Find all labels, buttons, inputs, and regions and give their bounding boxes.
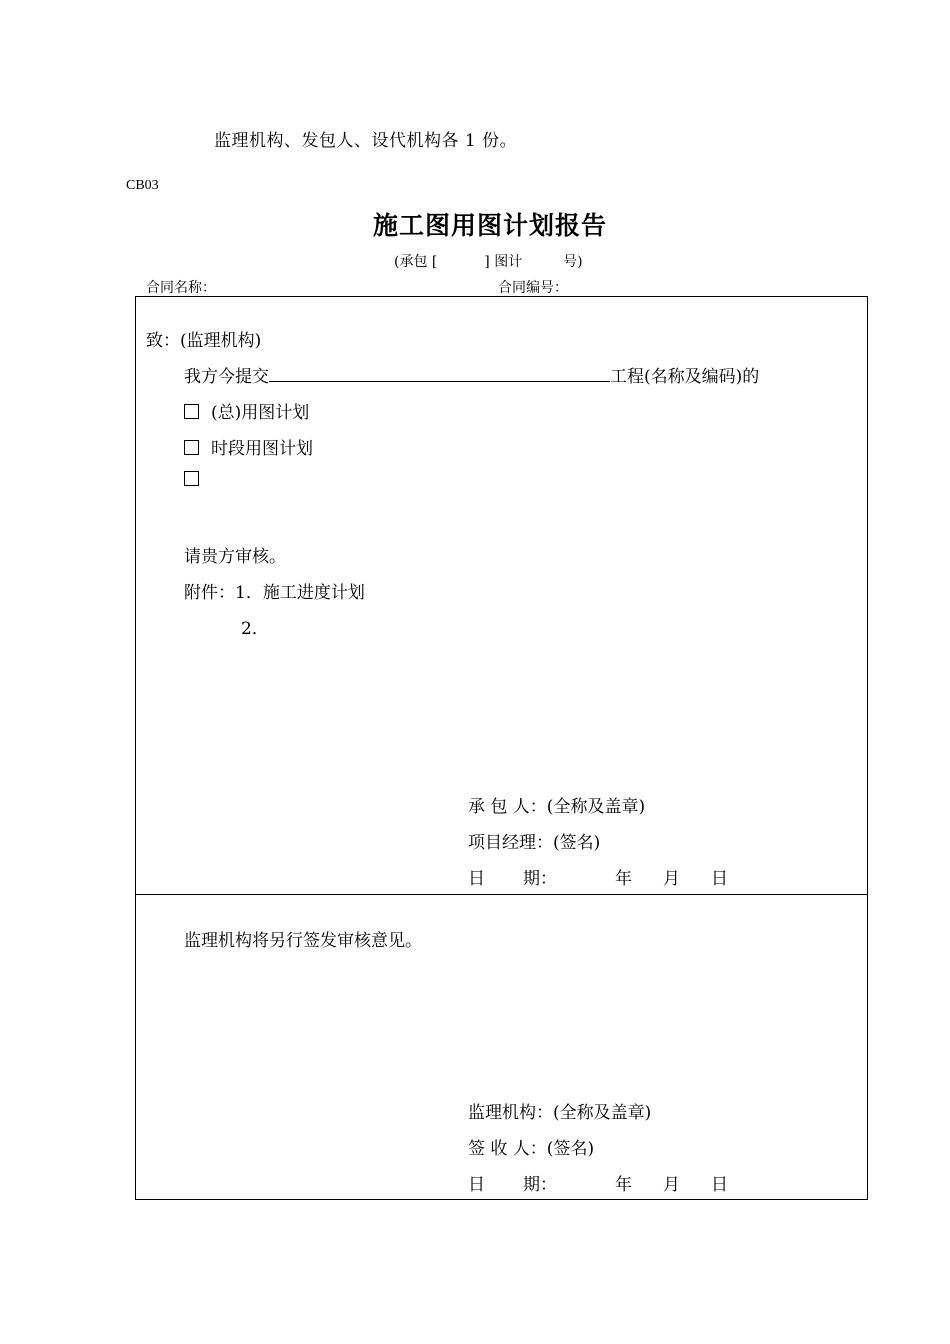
project-manager-signature-label: 项目经理：(签名): [468, 833, 601, 853]
subtitle-close: 号): [563, 254, 583, 270]
attachment-1: 附件：1．施工进度计划: [184, 583, 365, 603]
section-divider: [135, 894, 868, 895]
date-row-2: [468, 1170, 728, 1195]
date-label-2b: 期：: [523, 1175, 557, 1195]
subtitle-mid: ] 图计: [484, 254, 523, 270]
year-label-2: 年: [615, 1175, 632, 1195]
day-label-1: 日: [711, 869, 728, 889]
option-general-plan[interactable]: [184, 398, 309, 423]
supervisor-opinion-text: 监理机构将另行签发审核意见。: [184, 931, 422, 951]
submit-suffix: 工程(名称及编码)的: [610, 367, 760, 387]
checkbox-general-plan[interactable]: [184, 404, 199, 419]
contractor-signature-label: 承 包 人：(全称及盖章): [468, 797, 646, 817]
option-period-plan-label: 时段用图计划: [211, 439, 313, 459]
option-other[interactable]: [184, 470, 211, 490]
option-period-plan[interactable]: [184, 434, 313, 459]
date-row-1: [468, 864, 728, 889]
date-label-2: 日: [468, 1175, 485, 1195]
option-general-plan-label: (总)用图计划: [211, 403, 310, 423]
form-code: CB03: [126, 178, 159, 193]
report-number-line: [394, 251, 583, 271]
day-label-2: 日: [711, 1175, 728, 1195]
form-table: [135, 296, 868, 1200]
submit-prefix: 我方今提交: [184, 367, 269, 387]
contract-number-label: 合同编号：: [498, 280, 568, 296]
request-text: 请贵方审核。: [184, 547, 286, 567]
subtitle-open: (承包 [: [394, 254, 438, 270]
supervisor-signature-label: 监理机构：(全称及盖章): [468, 1103, 652, 1123]
checkbox-period-plan[interactable]: [184, 440, 199, 455]
project-name-field[interactable]: [269, 365, 610, 382]
month-label-2: 月: [663, 1175, 680, 1195]
submit-line: [184, 362, 759, 387]
month-label-1: 月: [663, 869, 680, 889]
date-label-1b: 期：: [523, 869, 557, 889]
receiver-signature-label: 签 收 人：(签名): [468, 1139, 595, 1159]
distribution-note: 监理机构、发包人、设代机构各 1 份。: [214, 131, 518, 151]
checkbox-other[interactable]: [184, 471, 199, 486]
year-label-1: 年: [615, 869, 632, 889]
attachment-2: 2．: [241, 619, 269, 639]
date-label-1: 日: [468, 869, 485, 889]
addressee-label: 致：(监理机构): [146, 331, 262, 351]
page-title: 施工图用图计划报告: [372, 211, 607, 240]
contract-name-label: 合同名称：: [146, 280, 216, 296]
